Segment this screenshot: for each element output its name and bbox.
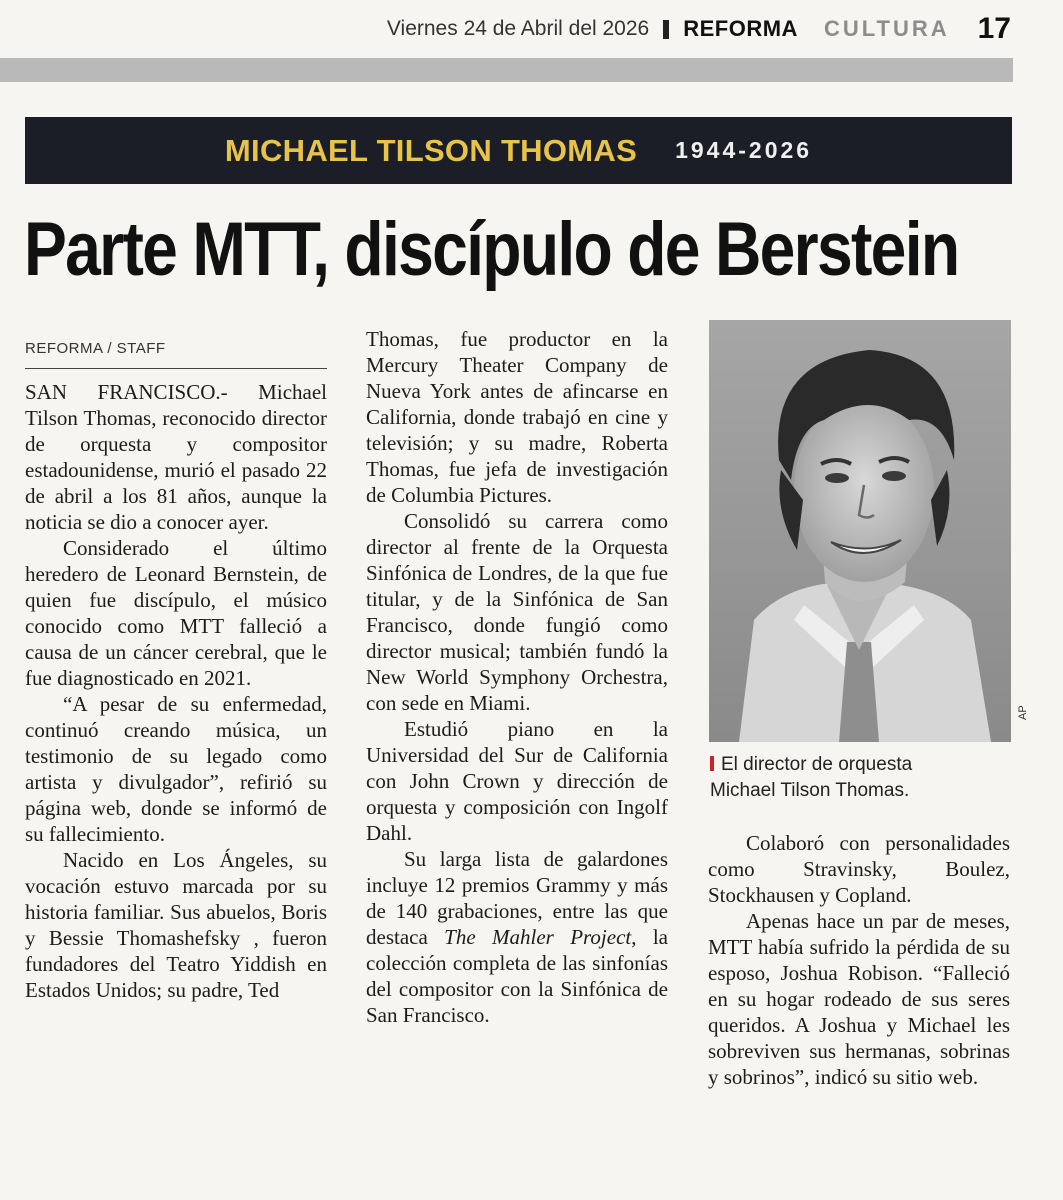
paragraph: Considerado el último heredero de Leonard Bernstein, de quien fue discípulo, el músico conocido como MTT falleció a causa de un cáncer cerebral, que le fue diagnosticado en 2021. [25,536,327,690]
issue-date: Viernes 24 de Abril del 2026 [386,17,650,40]
banner-years: 1944-2026 [675,137,813,163]
paragraph: Estudió piano en la Universidad del Sur de California con John Crown y dirección de orquesta y composición con Ingolf Dahl. [366,717,668,845]
newspaper-name: REFORMA [683,16,798,41]
paragraph: Colaboró con personalidades como Stravinsky, Boulez, Stockhausen y Copland. [708,831,1010,907]
portrait-illustration [709,320,1011,742]
photo-caption [710,752,1010,804]
article-column-1 [25,336,327,1003]
obituary-banner [25,117,1012,184]
paragraph: Thomas, fue productor en la Mercury Theater Company de Nueva York antes de afincarse en California, donde trabajó en cine y televisión; y su madre, Roberta Thomas, fue jefa de investigación de Columbia Pictures. [366,327,668,507]
header-rule [0,58,1013,82]
article-column-2 [366,326,668,1028]
paragraph-text: Su larga lista de galardones incluye 12 premios Grammy y más de 140 grabaciones, entre las que destaca [366,847,668,949]
header-separator [663,20,669,39]
page-header [0,0,1063,58]
caption-line-1: El director de orquesta [721,754,913,775]
paragraph: Apenas hace un par de meses, MTT había sufrido la pérdida de su esposo, Joshua Robison. “Falleció en su hogar rodeado de sus seres queridos. A Joshua y Michael les sobreviven sus hermanas, sobrinas y sobrinos”, indicó su sitio web. [708,909,1010,1089]
paragraph: Consolidó su carrera como director al frente de la Orquesta Sinfónica de Londres, de la que fue titular, y de la Sinfónica de San Francisco, donde fungió como director musical; también fundó la New World Symphony Orchestra, con sede en Miami. [366,509,668,715]
byline: REFORMA / STAFF [25,336,327,369]
photo-credit: AP [1017,705,1029,720]
caption-marker [710,756,714,771]
portrait-photo [709,320,1011,742]
banner-name: MICHAEL TILSON THOMAS [224,132,638,168]
paragraph: “A pesar de su enfermedad, continuó creando música, un testimonio de su legado como artista y divulgador”, refirió su página web, donde se informó de su fallecimiento. [25,692,327,846]
caption-line-2: Michael Tilson Thomas. [710,780,910,801]
headline: Parte MTT, discípulo de Berstein [24,207,959,292]
paragraph-text: , la colección completa de las sinfonías del compositor con la Sinfónica de San Francisco. [366,925,668,1027]
page-number: 17 [977,12,1011,45]
album-title: The Mahler Project [444,925,632,949]
paragraph [366,846,668,1028]
paragraph: Nacido en Los Ángeles, su vocación estuvo marcada por su historia familiar. Sus abuelos, Boris y Bessie Thomashefsky , fueron fundadores del Teatro Yiddish en Estados Unidos; su padre, Ted [25,848,327,1002]
paragraph: SAN FRANCISCO.- Michael Tilson Thomas, reconocido director de orquesta y compositor estadounidense, murió el pasado 22 de abril a los 81 años, aunque la noticia se dio a conocer ayer. [25,380,327,534]
section-name: CULTURA [823,16,950,41]
article-column-3 [708,830,1010,1090]
